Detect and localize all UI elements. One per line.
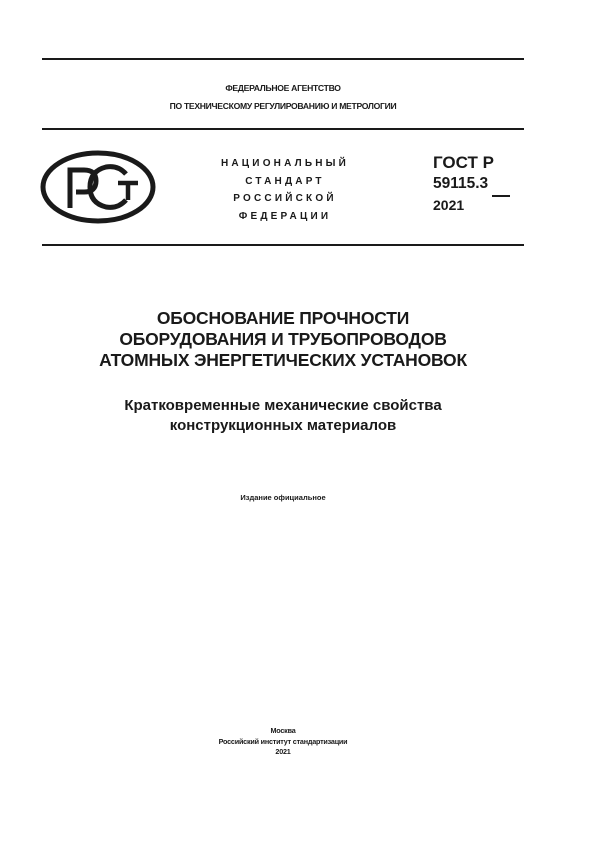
standard-designation (433, 152, 494, 216)
standard-type-line-1: НАЦИОНАЛЬНЫЙ (220, 158, 350, 169)
agency-name-line-1: ФЕДЕРАЛЬНОЕ АГЕНТСТВО (225, 83, 341, 93)
publisher-year: 2021 (275, 747, 291, 756)
publisher-block (42, 726, 524, 758)
publisher-city: Москва (270, 726, 296, 735)
gost-r-logo-icon (40, 150, 158, 224)
document-subtitle (42, 396, 524, 436)
edition-note: Издание официальное (240, 493, 326, 502)
title-line-2: ОБОРУДОВАНИЯ И ТРУБОПРОВОДОВ (119, 329, 447, 349)
designation-prefix: ГОСТ Р (433, 153, 494, 172)
designation-dash (492, 195, 510, 197)
document-title (42, 308, 524, 371)
agency-name-line-2: ПО ТЕХНИЧЕСКОМУ РЕГУЛИРОВАНИЮ И МЕТРОЛОГИИ (169, 101, 397, 111)
title-line-3: АТОМНЫХ ЭНЕРГЕТИЧЕСКИХ УСТАНОВОК (99, 350, 467, 370)
title-line-1: ОБОСНОВАНИЕ ПРОЧНОСТИ (156, 308, 410, 328)
subtitle-line-2: конструкционных материалов (169, 417, 397, 434)
header-rule-lower (42, 244, 524, 246)
designation-year: 2021 (433, 197, 465, 213)
standard-type-label (200, 155, 370, 225)
standard-type-line-4: ФЕДЕРАЦИИ (238, 210, 332, 222)
subtitle-line-1: Кратковременные механические свойства (124, 397, 442, 414)
standard-type-line-3: РОССИЙСКОЙ (233, 193, 337, 204)
top-rule (42, 58, 524, 60)
designation-number: 59115.3 (433, 175, 489, 192)
publisher-institute: Российский институт стандартизации (218, 736, 348, 746)
header-rule-upper (42, 128, 524, 130)
standard-type-line-2: СТАНДАРТ (245, 175, 325, 187)
